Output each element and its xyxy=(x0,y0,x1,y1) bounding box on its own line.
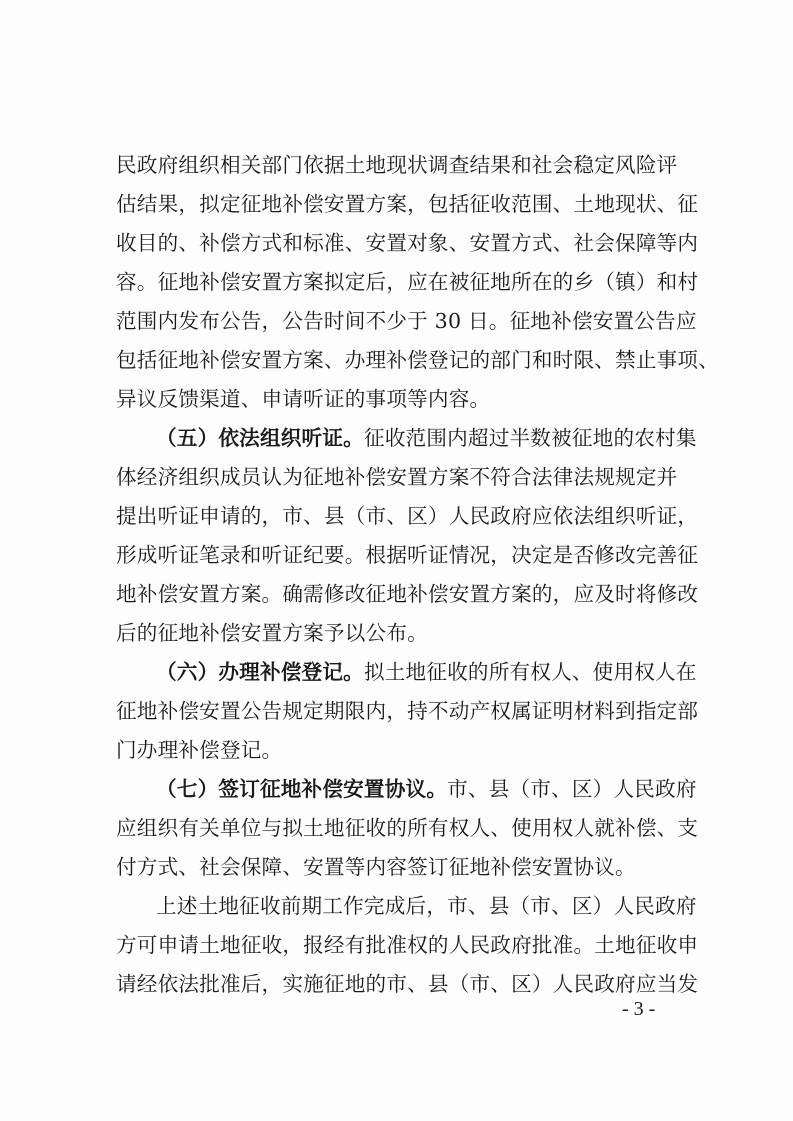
paragraph-seven-first-line xyxy=(116,770,697,809)
paragraph-six-first-line xyxy=(116,653,697,692)
text-line: 包括征地补偿安置方案、办理补偿登记的部门和时限、禁止事项、 xyxy=(116,348,720,372)
section-heading-seven: （七）签订征地补偿安置协议。 xyxy=(156,777,448,801)
section-heading-five: （五）依法组织听证。 xyxy=(156,426,364,450)
text-line: 请经依法批准后，实施征地的市、县（市、区）人民政府应当发 xyxy=(116,972,699,996)
body-text xyxy=(116,146,720,1004)
text-line: 容。征地补偿安置方案拟定后，应在被征地所在的乡（镇）和村 xyxy=(116,270,699,294)
text-span: 征收范围内超过半数被征地的农村集 xyxy=(363,426,697,450)
text-line: 地补偿安置方案。确需修改征地补偿安置方案的，应及时将修改 xyxy=(116,582,699,606)
text-line: 应组织有关单位与拟土地征收的所有权人、使用权人就补偿、支 xyxy=(116,816,699,840)
section-heading-six: （六）办理补偿登记。 xyxy=(156,660,364,684)
text-line: 方可申请土地征收，报经有批准权的人民政府批准。土地征收申 xyxy=(116,933,699,957)
text-line: 提出听证申请的，市、县（市、区）人民政府应依法组织听证， xyxy=(116,504,699,528)
text-line: 上述土地征收前期工作完成后，市、县（市、区）人民政府 xyxy=(156,894,697,918)
text-line: 民政府组织相关部门依据土地现状调查结果和社会稳定风险评 xyxy=(116,153,678,177)
text-span: 市、县（市、区）人民政府 xyxy=(447,777,697,801)
paragraph-five-first-line xyxy=(116,419,697,458)
page-number: - 3 - xyxy=(622,998,656,1020)
text-line: 后的征地补偿安置方案予以公布。 xyxy=(116,621,428,645)
text-line: 估结果，拟定征地补偿安置方案，包括征收范围、土地现状、征 xyxy=(116,192,699,216)
text-line: 收目的、补偿方式和标准、安置对象、安置方式、社会保障等内 xyxy=(116,231,699,255)
text-line: 范围内发布公告，公告时间不少于 30 日。征地补偿安置公告应 xyxy=(116,309,697,333)
text-line: 付方式、社会保障、安置等内容签订征地补偿安置协议。 xyxy=(116,855,636,879)
text-line: 形成听证笔录和听证纪要。根据听证情况，决定是否修改完善征 xyxy=(116,543,699,567)
text-line: 门办理补偿登记。 xyxy=(116,738,283,762)
text-line: 异议反馈渠道、申请听证的事项等内容。 xyxy=(116,387,491,411)
text-line: 体经济组织成员认为征地补偿安置方案不符合法律法规规定并 xyxy=(116,465,678,489)
text-line: 征地补偿安置公告规定期限内，持不动产权属证明材料到指定部 xyxy=(116,699,699,723)
text-span: 拟土地征收的所有权人、使用权人在 xyxy=(363,660,697,684)
